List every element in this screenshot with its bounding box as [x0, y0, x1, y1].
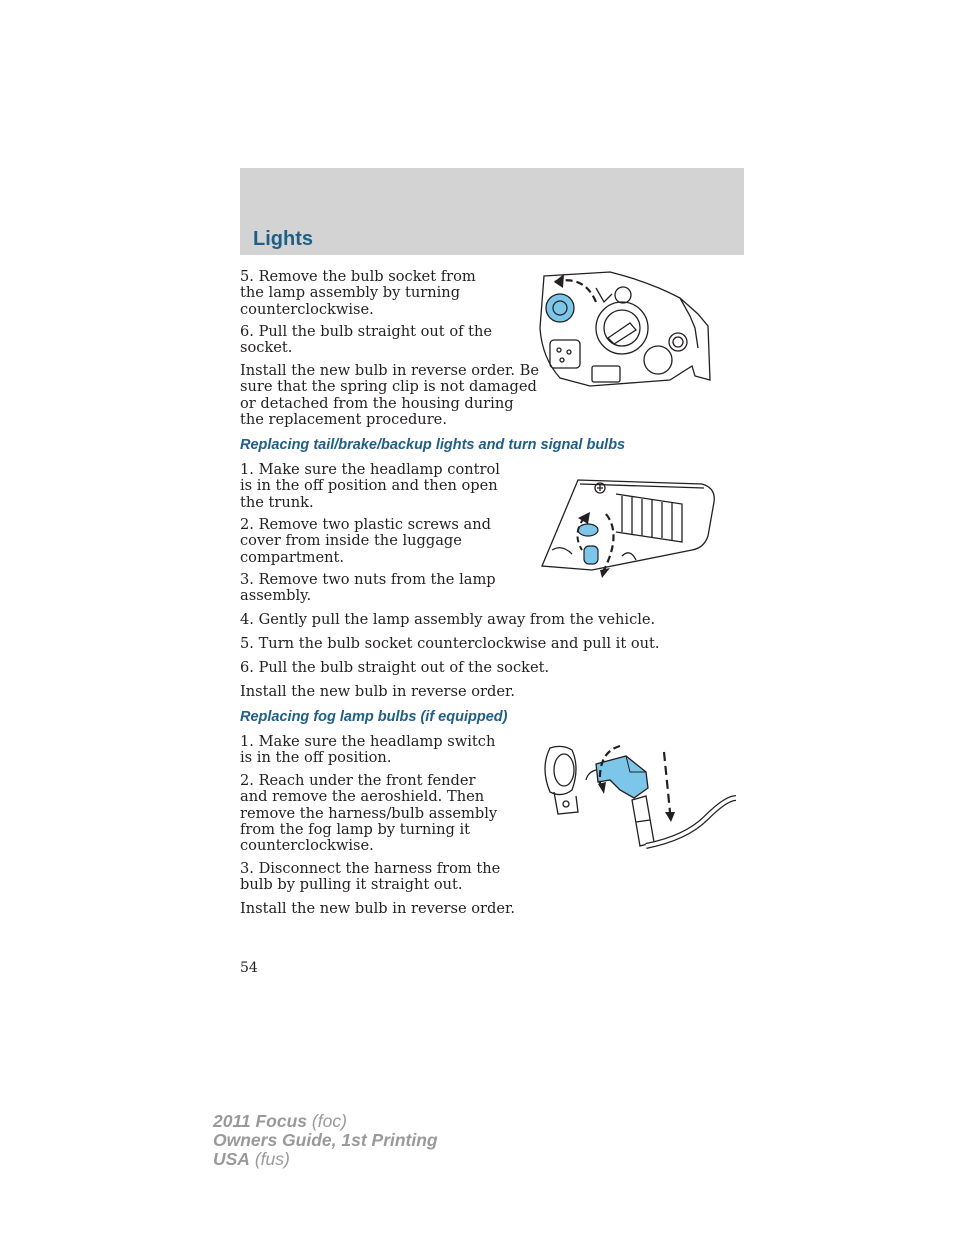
- heading-tail-lamp: Replacing tail/brake/backup lights and turn signal bulbs: [240, 437, 626, 453]
- step-turn-socket: 5. Turn the bulb socket counterclockwise and pull it out.: [240, 635, 660, 652]
- fog-lamp-illustration: [536, 742, 744, 854]
- step-headlamp-off-trunk: 1. Make sure the headlamp control is in the off position and then open the trunk.: [240, 461, 500, 511]
- install-fog-bulb: Install the new bulb in reverse order.: [240, 900, 515, 917]
- step-remove-aeroshield: 2. Reach under the front fender and remove the aeroshield. Then remove the harness/bulb assembly from the fog lamp by turning it counterclockwise.: [240, 772, 498, 855]
- heading-fog-lamp: Replacing fog lamp bulbs (if equipped): [240, 709, 508, 725]
- footer-region: USA: [213, 1149, 250, 1169]
- footer-model-code: (foc): [311, 1111, 347, 1131]
- header-band: [240, 168, 744, 255]
- step-pull-bulb-socket: 6. Pull the bulb straight out of the socket.: [240, 659, 550, 676]
- footer: [213, 1112, 438, 1169]
- page-number: 54: [240, 960, 258, 976]
- footer-region-code: (fus): [254, 1149, 290, 1169]
- step-remove-socket: 5. Remove the bulb socket from the lamp assembly by turning counterclockwise.: [240, 268, 476, 318]
- install-instructions: Install the new bulb in reverse order. Be sure that the spring clip is not damaged or detached from the housing during the replacement procedure.: [240, 362, 539, 428]
- footer-model-line: [213, 1112, 438, 1131]
- tail-lamp-illustration: [532, 474, 718, 578]
- footer-model: 2011 Focus: [213, 1111, 308, 1131]
- step-pull-lamp-assembly: 4. Gently pull the lamp assembly away from the vehicle.: [240, 611, 656, 628]
- footer-region-line: [213, 1150, 438, 1169]
- step-remove-nuts: 3. Remove two nuts from the lamp assembly.: [240, 571, 496, 605]
- step-headlamp-switch-off: 1. Make sure the headlamp switch is in the off position.: [240, 733, 496, 767]
- step-pull-bulb: 6. Pull the bulb straight out of the socket.: [240, 323, 493, 357]
- step-disconnect-harness: 3. Disconnect the harness from the bulb by pulling it straight out.: [240, 860, 501, 894]
- step-remove-screws: 2. Remove two plastic screws and cover from inside the luggage compartment.: [240, 516, 491, 566]
- footer-guide: Owners Guide, 1st Printing: [213, 1130, 438, 1150]
- headlamp-illustration: [530, 268, 720, 390]
- install-reverse-order: Install the new bulb in reverse order.: [240, 683, 515, 700]
- section-title: Lights: [253, 228, 313, 250]
